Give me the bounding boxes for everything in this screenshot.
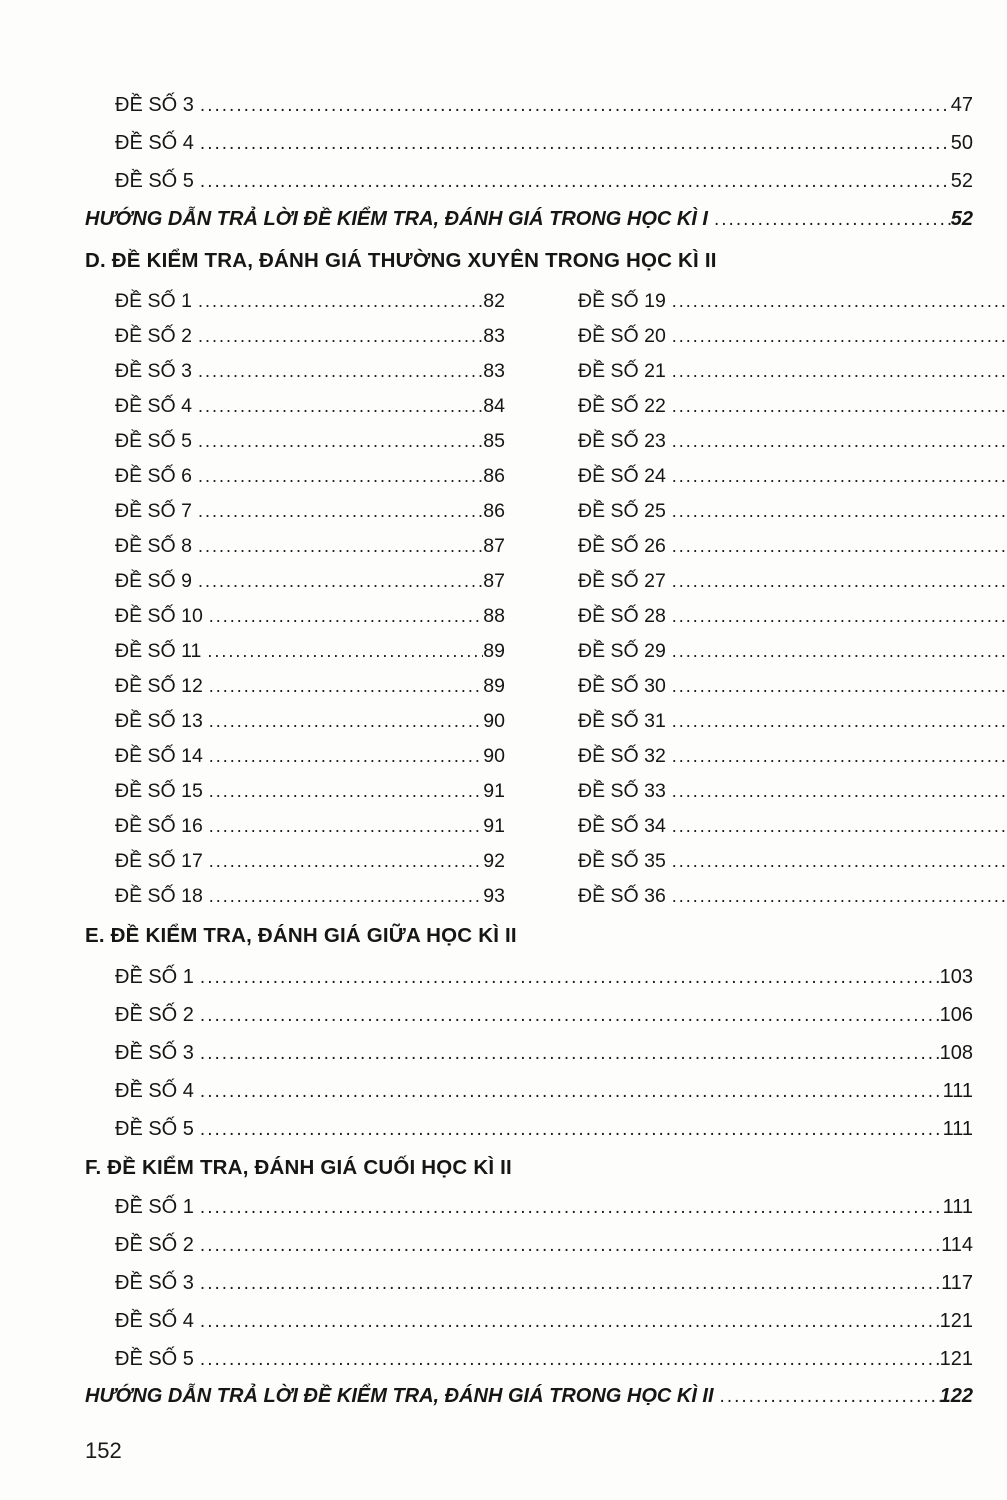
toc-entry-page: 121 (939, 1347, 973, 1370)
toc-entry-page: 52 (950, 207, 973, 230)
toc-entry-label: ĐỀ SỐ 2 (115, 1003, 194, 1026)
toc-entry (578, 459, 1007, 494)
dot-leader (194, 94, 951, 117)
toc-entry-page: 86 (483, 500, 505, 522)
dot-leader (194, 1234, 941, 1257)
toc-entry (578, 494, 1007, 529)
answer-guide-hk1-entry (85, 200, 973, 238)
toc-entry (115, 319, 505, 354)
toc-entry-label: ĐỀ SỐ 7 (115, 500, 192, 522)
toc-entry (115, 494, 505, 529)
toc-entry-label: ĐỀ SỐ 13 (115, 710, 203, 732)
toc-entry-page: 87 (483, 535, 505, 557)
toc-entry-label: ĐỀ SỐ 18 (115, 885, 203, 907)
toc-entry-label: ĐỀ SỐ 10 (115, 605, 203, 627)
toc-entry-page: 111 (942, 1079, 973, 1102)
dot-leader (192, 395, 483, 418)
toc-entry (85, 1188, 973, 1226)
dot-leader (194, 966, 940, 989)
toc-entry (85, 86, 973, 124)
dot-leader (203, 605, 484, 628)
toc-entry-label: ĐỀ SỐ 8 (115, 535, 192, 557)
toc-entry-page: 89 (483, 640, 505, 662)
toc-entry (85, 1226, 973, 1264)
toc-entry-label: ĐỀ SỐ 2 (115, 325, 192, 347)
toc-entry-page: 87 (483, 570, 505, 592)
toc-entry (85, 1264, 973, 1302)
dot-leader (194, 1348, 940, 1371)
toc-entry-label: ĐỀ SỐ 27 (578, 570, 666, 592)
toc-entry-label: ĐỀ SỐ 1 (115, 290, 192, 312)
toc-entry (578, 704, 1007, 739)
dot-leader (203, 885, 484, 908)
dot-leader (194, 1080, 943, 1103)
toc-entry-page: 111 (942, 1195, 973, 1218)
toc-entry-label: ĐỀ SỐ 5 (115, 430, 192, 452)
toc-entry-page: 88 (483, 605, 505, 627)
toc-entry (85, 1034, 973, 1072)
toc-entry-page: 93 (483, 885, 505, 907)
toc-entry-label: ĐỀ SỐ 11 (115, 640, 202, 662)
toc-entry-label: ĐỀ SỐ 6 (115, 465, 192, 487)
toc-entry (578, 879, 1007, 914)
toc-entry (115, 389, 505, 424)
toc-entry (115, 844, 505, 879)
toc-entry (115, 704, 505, 739)
toc-entry (115, 879, 505, 914)
section-f-entries (85, 1188, 973, 1378)
toc-entry-label: ĐỀ SỐ 9 (115, 570, 192, 592)
toc-entry (578, 424, 1007, 459)
toc-entry-label: HƯỚNG DẪN TRẢ LỜI ĐỀ KIỂM TRA, ĐÁNH GIÁ TRONG HỌC KÌ I (85, 207, 708, 230)
toc-entry-label: ĐỀ SỐ 25 (578, 500, 666, 522)
toc-entry-page: 117 (941, 1271, 973, 1294)
toc-entry-label: ĐỀ SỐ 22 (578, 395, 666, 417)
toc-entry-label: HƯỚNG DẪN TRẢ LỜI ĐỀ KIỂM TRA, ĐÁNH GIÁ TRONG HỌC KÌ II (85, 1384, 714, 1407)
dot-leader (666, 745, 1007, 768)
dot-leader (666, 535, 1007, 558)
toc-entry (85, 162, 973, 200)
dot-leader (666, 815, 1007, 838)
toc-entry (85, 996, 973, 1034)
toc-entry (578, 809, 1007, 844)
dot-leader (666, 290, 1007, 313)
intro-entries (85, 86, 973, 200)
toc-entry-label: ĐỀ SỐ 30 (578, 675, 666, 697)
toc-entry (115, 284, 505, 319)
dot-leader (666, 780, 1007, 803)
toc-entry-label: ĐỀ SỐ 4 (115, 1309, 194, 1332)
toc-entry-label: ĐỀ SỐ 36 (578, 885, 666, 907)
toc-entry (578, 844, 1007, 879)
toc-entry-page: 91 (483, 815, 505, 837)
dot-leader (194, 1042, 940, 1065)
toc-entry-label: ĐỀ SỐ 1 (115, 965, 194, 988)
dot-leader (192, 360, 483, 383)
toc-entry-label: ĐỀ SỐ 5 (115, 1347, 194, 1370)
dot-leader (194, 1310, 940, 1333)
toc-entry-page: 50 (950, 131, 973, 154)
toc-entry (115, 459, 505, 494)
table-of-contents (85, 86, 973, 1414)
toc-entry (578, 354, 1007, 389)
toc-entry-page: 106 (939, 1003, 973, 1026)
toc-entry-label: ĐỀ SỐ 17 (115, 850, 203, 872)
dot-leader (194, 1004, 940, 1027)
dot-leader (203, 780, 484, 803)
dot-leader (203, 850, 484, 873)
dot-leader (192, 500, 483, 523)
toc-entry-page: 114 (941, 1233, 973, 1256)
toc-entry (85, 1110, 973, 1148)
toc-entry-page: 47 (950, 93, 973, 116)
toc-entry-label: ĐỀ SỐ 26 (578, 535, 666, 557)
toc-entry (578, 634, 1007, 669)
toc-entry-page: 121 (939, 1309, 973, 1332)
toc-entry-label: ĐỀ SỐ 5 (115, 169, 194, 192)
dot-leader (666, 465, 1007, 488)
toc-entry-label: ĐỀ SỐ 32 (578, 745, 666, 767)
dot-leader (708, 208, 951, 231)
dot-leader (201, 640, 483, 663)
dot-leader (666, 605, 1007, 628)
toc-entry-label: ĐỀ SỐ 14 (115, 745, 203, 767)
toc-entry-page: 108 (939, 1041, 973, 1064)
toc-entry (115, 354, 505, 389)
toc-entry-page: 122 (939, 1384, 973, 1407)
dot-leader (666, 885, 1007, 908)
toc-entry-page: 85 (483, 430, 505, 452)
toc-entry-page: 91 (483, 780, 505, 802)
dot-leader (192, 325, 483, 348)
dot-leader (666, 640, 1007, 663)
toc-entry-label: ĐỀ SỐ 4 (115, 131, 194, 154)
toc-entry-label: ĐỀ SỐ 3 (115, 1041, 194, 1064)
toc-entry-label: ĐỀ SỐ 3 (115, 93, 194, 116)
toc-entry-label: ĐỀ SỐ 4 (115, 1079, 194, 1102)
toc-entry-page: 111 (942, 1117, 973, 1140)
dot-leader (194, 170, 951, 193)
toc-entry-page: 83 (483, 360, 505, 382)
toc-entry-label: ĐỀ SỐ 35 (578, 850, 666, 872)
toc-entry-label: ĐỀ SỐ 5 (115, 1117, 194, 1140)
dot-leader (666, 850, 1007, 873)
answer-guide-hk2-entry (85, 1378, 973, 1414)
toc-entry-label: ĐỀ SỐ 33 (578, 780, 666, 802)
dot-leader (666, 500, 1007, 523)
dot-leader (203, 745, 484, 768)
dot-leader (194, 132, 951, 155)
toc-entry-page: 92 (483, 850, 505, 872)
toc-entry (115, 739, 505, 774)
dot-leader (203, 710, 484, 733)
dot-leader (192, 465, 483, 488)
section-d-columns (85, 284, 973, 914)
toc-entry (578, 529, 1007, 564)
toc-entry-page: 84 (483, 395, 505, 417)
toc-entry (85, 1302, 973, 1340)
toc-entry (115, 599, 505, 634)
toc-entry (115, 424, 505, 459)
toc-entry (85, 1340, 973, 1378)
section-d-right-column (578, 284, 1007, 914)
dot-leader (192, 430, 483, 453)
dot-leader (194, 1272, 941, 1295)
toc-entry-label: ĐỀ SỐ 4 (115, 395, 192, 417)
section-f-heading: F. ĐỀ KIỂM TRA, ĐÁNH GIÁ CUỐI HỌC KÌ II (85, 1156, 512, 1179)
dot-leader (714, 1385, 940, 1408)
toc-entry (115, 529, 505, 564)
toc-entry-page: 90 (483, 710, 505, 732)
toc-entry (578, 599, 1007, 634)
toc-entry-label: ĐỀ SỐ 15 (115, 780, 203, 802)
toc-entry-label: ĐỀ SỐ 21 (578, 360, 666, 382)
section-d-heading: D. ĐỀ KIỂM TRA, ĐÁNH GIÁ THƯỜNG XUYÊN TRONG HỌC KÌ II (85, 249, 717, 272)
toc-entry (578, 389, 1007, 424)
toc-entry-label: ĐỀ SỐ 19 (578, 290, 666, 312)
toc-entry (115, 774, 505, 809)
toc-entry-page: 86 (483, 465, 505, 487)
dot-leader (203, 675, 484, 698)
toc-entry-page: 83 (483, 325, 505, 347)
dot-leader (666, 675, 1007, 698)
toc-entry-page: 89 (483, 675, 505, 697)
toc-entry-page: 103 (939, 965, 973, 988)
toc-entry-label: ĐỀ SỐ 20 (578, 325, 666, 347)
toc-entry (115, 809, 505, 844)
toc-entry-page: 52 (950, 169, 973, 192)
dot-leader (666, 360, 1007, 383)
dot-leader (666, 430, 1007, 453)
toc-entry-label: ĐỀ SỐ 31 (578, 710, 666, 732)
toc-entry (578, 319, 1007, 354)
section-e-heading: E. ĐỀ KIỂM TRA, ĐÁNH GIÁ GIỮA HỌC KÌ II (85, 924, 517, 947)
toc-entry (578, 564, 1007, 599)
toc-entry (85, 124, 973, 162)
dot-leader (192, 290, 483, 313)
dot-leader (192, 535, 483, 558)
toc-entry-label: ĐỀ SỐ 1 (115, 1195, 194, 1218)
page-number: 152 (85, 1438, 122, 1463)
toc-entry (115, 564, 505, 599)
toc-entry (115, 634, 505, 669)
dot-leader (666, 325, 1007, 348)
toc-entry-label: ĐỀ SỐ 3 (115, 1271, 194, 1294)
toc-entry (578, 669, 1007, 704)
toc-entry-label: ĐỀ SỐ 12 (115, 675, 203, 697)
toc-entry-label: ĐỀ SỐ 2 (115, 1233, 194, 1256)
toc-entry (85, 958, 973, 996)
toc-entry (115, 669, 505, 704)
toc-entry-label: ĐỀ SỐ 24 (578, 465, 666, 487)
toc-entry-label: ĐỀ SỐ 34 (578, 815, 666, 837)
toc-entry-label: ĐỀ SỐ 29 (578, 640, 666, 662)
toc-entry-label: ĐỀ SỐ 28 (578, 605, 666, 627)
dot-leader (666, 710, 1007, 733)
toc-entry (85, 1072, 973, 1110)
dot-leader (194, 1196, 943, 1219)
dot-leader (194, 1118, 943, 1141)
dot-leader (666, 395, 1007, 418)
dot-leader (203, 815, 484, 838)
section-e-entries (85, 958, 973, 1148)
toc-entry (578, 284, 1007, 319)
toc-entry (578, 774, 1007, 809)
toc-entry-page: 90 (483, 745, 505, 767)
dot-leader (666, 570, 1007, 593)
toc-entry-label: ĐỀ SỐ 16 (115, 815, 203, 837)
section-d-left-column (85, 284, 505, 914)
toc-entry (578, 739, 1007, 774)
toc-entry-label: ĐỀ SỐ 23 (578, 430, 666, 452)
dot-leader (192, 570, 483, 593)
toc-entry-page: 82 (483, 290, 505, 312)
toc-entry-label: ĐỀ SỐ 3 (115, 360, 192, 382)
